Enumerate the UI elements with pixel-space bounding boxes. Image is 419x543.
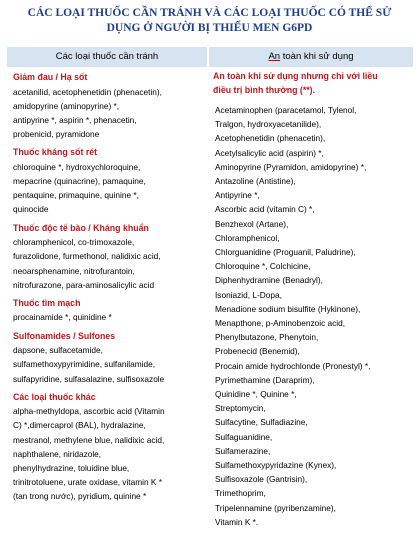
safe-drug-item: Chloramphenicol, <box>215 232 280 243</box>
drug-line: neoarsphenamine, nitrofurantoin, <box>13 265 135 276</box>
drug-line: pentaquine, primaquine, quinine *, <box>13 190 139 201</box>
drug-line: chloramphenicol, co-trimoxazole, <box>13 237 135 248</box>
drug-line: alpha-methyldopa, ascorbic acid (Vitamin <box>13 406 165 417</box>
drug-line: chloroquine *, hydroxychloroquine, <box>13 161 141 172</box>
drug-line: sulfapyridine, sulfasalazine, sulfisoxazole <box>13 373 165 384</box>
drug-line: nitrofurazone, para-aminosalicylic acid <box>13 279 155 290</box>
drug-group <box>13 296 209 325</box>
drug-line: (tan trong nước), pyridium, quinine * <box>13 491 147 502</box>
drug-group-title: Sulfonamides / Sulfones <box>13 330 116 341</box>
drug-group <box>13 390 209 504</box>
safe-drug-item: Menadione sodium bisulfite (Hykinone), <box>215 303 361 314</box>
safe-drug-item: Quinidine *, Quinine *, <box>215 389 297 400</box>
safe-drug-item: Sulfamerazine, <box>215 445 271 456</box>
safe-drug-item: Menapthone, p-Aminobenzoic acid, <box>215 318 346 329</box>
drug-group <box>13 70 209 141</box>
safe-drug-item: Phenylbutazone, Phenytoin, <box>215 332 319 343</box>
safe-drug-item: Probenecid (Benemid), <box>215 346 300 357</box>
header-safe-first-word: An <box>268 51 281 62</box>
note-line: điều trị bình thường (**). <box>213 84 316 95</box>
safe-drug-item: Isoniazid, L-Dopa, <box>215 289 282 300</box>
drug-line: mestranol, methylene blue, nalidixic acid, <box>13 434 165 445</box>
drug-line: dapsone, sulfacetamide, <box>13 345 103 356</box>
safe-drug-item: Acetylsalicylic acid (aspirin) *, <box>215 147 324 158</box>
drug-line: mepacrine (quinacrine), pamaquine, <box>13 176 146 187</box>
drug-line: trinitrotoluene, urate oxidase, vitamin K * <box>13 477 162 488</box>
safe-drugs-column <box>213 70 415 529</box>
safe-drug-item: Pyrimethamine (Daraprim), <box>215 374 315 385</box>
safe-drug-item: Ascorbic acid (vitamin C) *, <box>215 204 315 215</box>
safe-drug-item: Trimethoprim, <box>215 488 266 499</box>
drug-line: furazolidone, furmethonol, nalidixic acid, <box>13 251 161 262</box>
header-safe-rest: toàn khi sử dụng <box>280 51 354 62</box>
title-line: CÁC LOẠI THUỐC CẦN TRÁNH VÀ CÁC LOẠI THUỐC CÓ THỂ SỬ <box>27 7 392 19</box>
safe-drug-item: Sulfaguanidine, <box>215 431 273 442</box>
safe-drug-item: Antazoline (Antistine), <box>215 176 296 187</box>
safe-drug-item: Acetaminophen (paracetamol, Tylenol, <box>215 105 357 115</box>
drug-line: probenicid, pyramidone <box>13 129 100 140</box>
drug-line: sulfamethoxypyrimidine, sulfanilamide, <box>13 359 156 370</box>
safe-drug-item: Aminopyrine (Pyramidon, amidopyrine) *, <box>215 161 367 172</box>
drug-line: quinocide <box>13 204 49 215</box>
drug-group-title: Thuốc kháng sốt rét <box>13 147 98 158</box>
drug-group <box>13 221 209 292</box>
drug-line: procainamide *, quinidine * <box>13 312 112 323</box>
drug-group <box>13 329 209 386</box>
safe-drug-list <box>213 103 415 529</box>
safe-drug-item: Vitamin K *. <box>215 516 259 527</box>
drug-group-title: Thuốc tim mạch <box>13 297 81 308</box>
drug-line: naphthalene, niridazole, <box>13 448 102 459</box>
drug-group-title: Thuốc độc tế bào / Kháng khuẩn <box>13 222 149 233</box>
drug-line: amidopyrine (aminopyrine) *, <box>13 100 120 111</box>
drug-line: C) *,dimercaprol (BAL), hydralazine, <box>13 420 146 431</box>
safe-drug-item: Acetophenetidin (phenacetin), <box>215 133 326 144</box>
safe-drug-item: Sulfamethoxypyridazine (Kynex), <box>215 460 337 471</box>
drug-line: phenylhydrazine, toluidine blue, <box>13 463 130 474</box>
safe-drug-item: Diphenhydramine (Benadryl), <box>215 275 323 286</box>
safe-drug-item: Tripelennamine (pyribenzamine), <box>215 502 336 513</box>
drug-group-title: Giảm đau / Hạ sốt <box>13 72 88 82</box>
drug-group-title: Các loại thuốc khác <box>13 391 96 402</box>
safe-drug-item: Chloroquine *, Colchicine, <box>215 261 311 272</box>
safe-drug-item: Chlorguanidine (Proguanil, Paludrine), <box>215 247 356 258</box>
safe-dose-note <box>213 70 415 97</box>
header-avoid: Các loại thuốc cần tránh <box>7 47 207 67</box>
drug-line: acetanilid, acetophenetidin (phenacetin), <box>13 86 162 97</box>
document-title <box>0 6 419 36</box>
safe-drug-item: Sulfacytine, Sulfadiazine, <box>215 417 308 428</box>
drug-group <box>13 145 209 216</box>
drug-line: antipyrine *, aspirin *, phenacetin, <box>13 114 137 125</box>
safe-drug-item: Sulfisoxazole (Gantrisin), <box>215 474 308 485</box>
header-safe <box>209 47 413 67</box>
safe-drug-item: Antipyrine *, <box>215 190 260 201</box>
safe-drug-item: Streptomycin, <box>215 403 266 414</box>
note-line: An toàn khi sử dụng nhưng chỉ với liều <box>213 71 378 81</box>
title-line: DỤNG Ở NGƯỜI BỊ THIẾU MEN G6PD <box>106 22 313 34</box>
safe-drug-item: Benzhexol (Artane), <box>215 218 289 229</box>
avoid-drugs-column <box>13 70 209 508</box>
safe-drug-item: Tralgon, hydroxyacetanilide), <box>215 119 322 130</box>
safe-drug-item: Procain amide hydrochlonde (Pronestyl) *, <box>215 360 371 371</box>
